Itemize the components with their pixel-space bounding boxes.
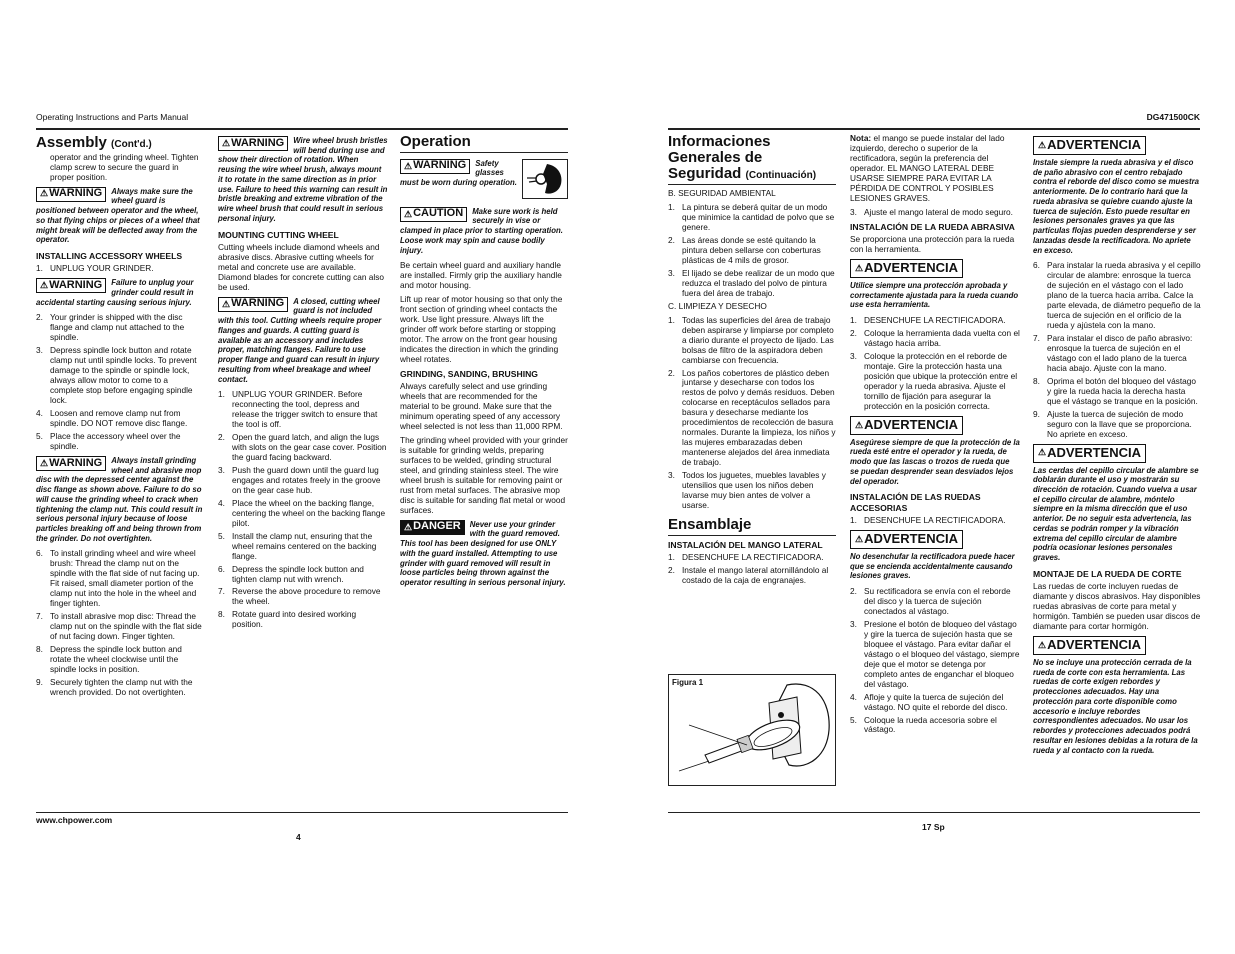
list-item: 6. To install grinding wheel and wire wheel brush: Thread the clamp nut on the spindle with the flat side of nut facing up. Fit raised, small diameter portion of the clamp nut into the hole in the wheel and finger tighten. bbox=[36, 548, 200, 609]
list-item: 2. Las áreas donde se esté quitando la pintura deben sellarse con coberturas plásticas de 4 mils de grosor. bbox=[668, 235, 821, 265]
warning-triangle-icon: ⚠ bbox=[855, 533, 864, 544]
caution-badge: ⚠ CAUTION bbox=[400, 207, 467, 222]
section-heading: MOUNTING CUTTING WHEEL bbox=[218, 229, 339, 240]
section-b-heading: B. SEGURIDAD AMBIENTAL bbox=[668, 188, 776, 199]
list-item: 7. Reverse the above procedure to remove the wheel. bbox=[218, 586, 381, 607]
right-footer-rule bbox=[668, 812, 1200, 813]
safety-title: Informaciones Generales de Seguridad (Continuación) bbox=[668, 134, 836, 185]
left-page bbox=[0, 0, 600, 954]
advertencia-box: ⚠ ADVERTENCIA Las cerdas del cepillo circular de alambre se doblarán durante el uso y mostrarán su dirección de rotación. Cuando vuelva a usar el cepillo circular de alambre, móntelo siempre en la misma dirección que el uso anterior. De no seguir esta advertencia, las cerdas se podrán romper y la vibración extrema del cepillo circular de alambre podría ocasionar lesiones personales graves. bbox=[1033, 444, 1199, 563]
advertencia-badge: ⚠ ADVERTENCIA bbox=[1033, 444, 1146, 463]
steps-list bbox=[36, 549, 204, 697]
list-item: 6. Depress the spindle lock button and tighten clamp nut with wrench. bbox=[218, 563, 364, 584]
list-item: 1. La pintura se deberá quitar de un modo que minimice la cantidad de polvo que se genere. bbox=[668, 202, 835, 233]
paragraph: The grinding wheel provided with your grinder is suitable for grinding welds, preparing surfaces to be welded, grinding structural steel, and grinding stainless steel. The wire wheel brush is suitable for removing paint or rust from metal surfaces. The abrasive mop disc is suitable for sanding flat metal or wood surfaces. bbox=[400, 435, 568, 515]
warning-triangle-icon: ⚠ bbox=[404, 521, 413, 532]
assembly-title: Assembly (Cont'd.) bbox=[36, 134, 152, 151]
list-item: 8. Rotate guard into desired working position. bbox=[218, 609, 357, 630]
right-col-2 bbox=[850, 134, 1020, 738]
paragraph: Se proporciona una protección para la rueda con la herramienta. bbox=[850, 233, 1015, 254]
warning-triangle-icon: ⚠ bbox=[1038, 447, 1047, 458]
list-item: 5. Install the clamp nut, ensuring that the wheel remains centered on the backing flange. bbox=[218, 530, 377, 561]
steps-list bbox=[668, 553, 836, 586]
list-item: 2. Los paños cobertores de plástico deben juntarse y desecharse con todos los restos de polvo y demás residuos. Deben colocarse en receptáculos sellados para basura y desecharse mediante los procedimientos de recolección de basura normales. Durante la limpieza, los niños y las mujeres embarazadas deben mantenerse alejados del área inmediata de trabajo. bbox=[668, 367, 836, 468]
left-col-3 bbox=[400, 134, 568, 594]
warning-triangle-icon: ⚠ bbox=[222, 298, 231, 309]
warning-triangle-icon: ⚠ bbox=[404, 208, 413, 219]
warning-badge: ⚠ WARNING bbox=[36, 456, 106, 471]
warning-triangle-icon: ⚠ bbox=[404, 160, 413, 171]
list-item: 2. Su rectificadora se envía con el reborde del disco y la tuerca de sujeción conectados al vástago. bbox=[850, 586, 1011, 616]
list-item: 4. Loosen and remove clamp nut from spindle. DO NOT remove disc flange. bbox=[36, 408, 188, 429]
left-header: Operating Instructions and Parts Manual bbox=[36, 112, 189, 122]
footer-url: www.chpower.com bbox=[36, 815, 113, 825]
list-item: 3. Todos los juguetes, muebles lavables y utensilios que usen los niños deben lavarse muy bien antes de volver a usarse. bbox=[668, 470, 826, 510]
list-item: 1. UNPLUG YOUR GRINDER. Before reconnecting the tool, depress and release the trigger switch to ensure that the tool is off. bbox=[218, 389, 378, 430]
list-item: 7. Para instalar el disco de paño abrasivo: enrosque la tuerca de sujeción en el vástago con el lado plano de la tuerca hacia abajo. Ajuste con la mano. bbox=[1033, 333, 1193, 373]
steps-list bbox=[218, 390, 388, 630]
list-item: 3. Presione el botón de bloqueo del vástago y gire la tuerca de sujeción hasta que se bloquee el vástago. Para evitar dañar el vástago o el bloqueo del vástago, siempre deje que el motor se detenga por completo antes de enganchar el bloqueo del vástago. bbox=[850, 618, 1020, 689]
steps-list bbox=[850, 208, 1020, 218]
list-item: 1. Todas las superficies del área de trabajo deben aspirarse y limpiarse por completo a diario durante el proyecto de lijado. Las bolsas de filtro de la aspiradora deben cambiarse con frecuencia. bbox=[668, 314, 834, 365]
warning-box: ⚠ WARNING Always make sure the wheel guard is positioned between operator and the wheel, so that flying chips or pieces of a wheel that might break will be deflected away from the operator. bbox=[36, 186, 200, 245]
right-page bbox=[635, 0, 1235, 954]
warning-triangle-icon: ⚠ bbox=[222, 137, 231, 148]
warning-box: ⚠ WARNING Wire wheel brush bristles will bend during use and show their direction of rotation. When reusing the wire wheel brush, always mount it to rotate in the same direction as in prior use. Failure to heed this warning can result in bristle breaking and extreme vibration of the wire wheel brush that could result in serious personal injury. bbox=[218, 136, 388, 223]
right-header: DG471500CK bbox=[1146, 112, 1200, 122]
list-item: 8. Depress the spindle lock button and rotate the wheel clockwise until the spindle locks in position. bbox=[36, 644, 182, 674]
advertencia-badge: ⚠ ADVERTENCIA bbox=[850, 416, 963, 435]
safety-glasses-block bbox=[400, 159, 568, 203]
list-item: 1. DESENCHUFE LA RECTIFICADORA. bbox=[850, 514, 1006, 525]
warning-triangle-icon: ⚠ bbox=[1038, 639, 1047, 650]
warning-badge: ⚠ WARNING bbox=[400, 159, 470, 174]
warning-triangle-icon: ⚠ bbox=[40, 188, 49, 199]
list-item: 2. Coloque la herramienta dada vuelta con el vástago hacia arriba. bbox=[850, 328, 1020, 348]
advertencia-box: ⚠ ADVERTENCIA Asegúrese siempre de que la protección de la rueda esté entre el operador y la rueda, de modo que las lascas o trozos de rueda que se puedan desprender sean desviados lejos del operador. bbox=[850, 417, 1020, 486]
advertencia-badge: ⚠ ADVERTENCIA bbox=[850, 259, 963, 278]
left-col-1 bbox=[36, 135, 204, 701]
warning-badge: ⚠ WARNING bbox=[218, 297, 288, 312]
paragraph: Be certain wheel guard and auxiliary handle are installed. Firmly grip the auxiliary handle and motor housing. bbox=[400, 260, 562, 291]
danger-box: ⚠ DANGER Never use your grinder with the guard removed. This tool has been designed for use ONLY with the guard installed. Attempting to use grinder with guard removed will result in loose particles being thrown against the operator resulting in serious personal injury. bbox=[400, 519, 566, 588]
section-heading: MONTAJE DE LA RUEDA DE CORTE bbox=[1033, 568, 1182, 579]
list-item: 1. UNPLUG YOUR GRINDER. bbox=[36, 263, 154, 274]
list-item: 2. Instale el mango lateral atornillándolo al costado de la caja de engranajes. bbox=[668, 564, 829, 585]
section-heading: INSTALLING ACCESSORY WHEELS bbox=[36, 251, 183, 262]
steps-list bbox=[850, 516, 1020, 526]
warning-box: ⚠ WARNING A closed, cutting wheel guard is not included with this tool. Cutting wheels require proper flanges and guards. A cutting guard is available as an accessory and includes proper, matching flanges. Failure to use proper flange and guard can result in injury resulting from wheel breakage and wheel contact. bbox=[218, 296, 382, 384]
note-paragraph: Nota: el mango se puede instalar del lado izquierdo, derecho o superior de la rectificadora, según la preferencia del operador. EL MANGO LATERAL DEBE USARSE SIEMPRE PARA EVITAR LA PÉRDIDA DE CONTROL Y POSIBLES LESIONES GRAVES. bbox=[850, 133, 1005, 203]
ensamblaje-title: Ensamblaje bbox=[668, 517, 836, 536]
list-item: 3. Depress spindle lock button and rotate clamp nut until spindle locks. To prevent damage to the spindle or spindle lock, always allow motor to come to a complete stop before engaging spindle lock. bbox=[36, 345, 197, 406]
section-heading: INSTALACIÓN DEL MANGO LATERAL bbox=[668, 539, 823, 550]
list-item: 3. El lijado se debe realizar de un modo que reduzca el traslado del polvo de pintura fuera del área de trabajo. bbox=[668, 267, 835, 298]
list-item: 9. Ajuste la tuerca de sujeción de modo seguro con la llave que se proporciona. No apriete en exceso. bbox=[1033, 408, 1192, 439]
paragraph: Cutting wheels include diamond wheels and abrasive discs. Abrasive cutting wheels for metal and concrete use are available. Diamond blades for concrete cutting can also be used. bbox=[218, 241, 385, 292]
warning-box: ⚠ WARNING Always install grinding wheel and abrasive mop disc with the depressed center against the disc flange as shown above. Failure to do so will cause the grinding wheel to crack when tightening the clamp nut. This could result in serious personal injury because of loose particles breaking off and being thrown from the grinder. Do not overtighten. bbox=[36, 455, 203, 543]
page-number: 4 bbox=[296, 832, 301, 842]
steps-list bbox=[1033, 261, 1201, 439]
list-item: 3. Ajuste el mango lateral de modo seguro. bbox=[850, 206, 1013, 217]
list-item: 4. Afloje y quite la tuerca de sujeción del vástago. NO quite el reborde del disco. bbox=[850, 691, 1008, 712]
warning-badge: ⚠ WARNING bbox=[218, 136, 288, 151]
paragraph: Las ruedas de corte incluyen ruedas de diamante y discos abrasivos. Hay disponibles ruedas abrasivas de corte para metal y hormigón. También se pueden usar discos de diamante para cortar hormigón. bbox=[1033, 581, 1201, 632]
list-item: 6. Para instalar la rueda abrasiva y el cepillo circular de alambre: enrosque la tuerca de sujeción en el vástago con el lado plano de la tuerca hacia arriba. Calce la parte elevada, de diámetro pequeño de la tuerca de sujeción en el orificio de la rueda y ajústela con la mano. bbox=[1033, 260, 1201, 331]
right-header-rule bbox=[668, 128, 1200, 130]
list-item: 5. Place the accessory wheel over the spindle. bbox=[36, 430, 181, 451]
warning-triangle-icon: ⚠ bbox=[40, 457, 49, 468]
list-item: 9. Securely tighten the clamp nut with the wrench provided. Do not overtighten. bbox=[36, 676, 193, 697]
advertencia-badge: ⚠ ADVERTENCIA bbox=[1033, 636, 1146, 655]
list-item: 5. Coloque la rueda accesoria sobre el vástago. bbox=[850, 714, 997, 735]
list-item: 8. Oprima el botón del bloqueo del vástago y gire la rueda hacia la derecha hasta que el vástago se tranque en la posición. bbox=[1033, 375, 1198, 406]
right-col-1 bbox=[668, 134, 836, 589]
list-item: 1. DESENCHUFE LA RECTIFICADORA. bbox=[668, 551, 824, 562]
warning-triangle-icon: ⚠ bbox=[1038, 139, 1047, 150]
list-item: 4. Place the wheel on the backing flange, centering the wheel on the backing flange pilot. bbox=[218, 497, 386, 528]
assembly-intro: operator and the grinding wheel. Tighten clamp screw to secure the guard in proper position. bbox=[50, 151, 199, 182]
figure-1 bbox=[668, 674, 836, 786]
list-item: 3. Push the guard down until the guard lug engages and rotates freely in the groove on the gear case hub. bbox=[218, 464, 381, 495]
warning-triangle-icon: ⚠ bbox=[40, 280, 49, 291]
warning-badge: ⚠ WARNING bbox=[36, 278, 106, 293]
left-footer-rule bbox=[36, 812, 568, 813]
operation-title: Operation bbox=[400, 134, 568, 153]
list-item: 2. Open the guard latch, and align the lugs with slots on the gear case cover. Position the guard facing backward. bbox=[218, 432, 387, 463]
warning-badge: ⚠ WARNING bbox=[36, 187, 106, 202]
steps-list bbox=[668, 316, 836, 511]
right-col-3 bbox=[1033, 136, 1201, 761]
steps-list bbox=[850, 316, 1020, 412]
caution-box: ⚠ CAUTION Make sure work is held securely in vise or clamped in place prior to starting operation. Loose work may spin and cause bodily injury. bbox=[400, 206, 563, 255]
steps-list bbox=[36, 313, 204, 451]
list-item: 2. Your grinder is shipped with the disc flange and clamp nut attached to the spindle. bbox=[36, 312, 185, 343]
advertencia-box: ⚠ ADVERTENCIA No desenchufar la rectificadora puede hacer que se encienda accidentalmente causando lesiones graves. bbox=[850, 531, 1015, 581]
list-item: 1. DESENCHUFE LA RECTIFICADORA. bbox=[850, 315, 1006, 326]
section-heading: INSTALACIÓN DE LAS RUEDAS ACCESORIAS bbox=[850, 492, 981, 513]
danger-badge: ⚠ DANGER bbox=[400, 520, 465, 535]
steps-list bbox=[668, 203, 836, 299]
advertencia-box: ⚠ ADVERTENCIA Instale siempre la rueda abrasiva y el disco de paño abrasivo con el centro rebajado contra el reborde del disco como se muestra anteriormente. De lo contrario hará que la rueda abrasiva se quiebre cuando ajuste la tuerca de sujeción. Esto puede resultar en lesiones personales graves ya que las partículas flojas pueden desprenderse y ser lanzadas desde la rectificadora. No apriete en exceso. bbox=[1033, 137, 1199, 255]
list-item: 3. Coloque la protección en el reborde de montaje. Gire la protección hasta una posición que ubique la protección entre el operador y la rueda abrasiva. Ajuste el tornillo de fijación para asegurar la protección en la posición correcta. bbox=[850, 350, 1018, 411]
grinder-illustration bbox=[669, 675, 835, 785]
left-header-rule bbox=[36, 128, 568, 130]
section-heading: INSTALACIÓN DE LA RUEDA ABRASIVA bbox=[850, 221, 1015, 232]
warning-triangle-icon: ⚠ bbox=[855, 262, 864, 273]
advertencia-badge: ⚠ ADVERTENCIA bbox=[1033, 136, 1146, 155]
section-heading: GRINDING, SANDING, BRUSHING bbox=[400, 368, 538, 379]
page-number: 17 Sp bbox=[922, 822, 945, 832]
warning-box: ⚠ WARNING Failure to unplug your grinder could result in accidental starting causing serious injury. bbox=[36, 278, 194, 307]
steps-list bbox=[36, 264, 204, 274]
figure-label: Figura 1 bbox=[672, 678, 704, 687]
list-item: 7. To install abrasive mop disc: Thread the clamp nut on the spindle with the flat side of nut facing down. Finger tighten. bbox=[36, 611, 202, 642]
paragraph: Always carefully select and use grinding wheels that are recommended for the material to be ground. Make sure that the minimum operating speed of any accessory wheel selected is not less than 11,000 RPM. bbox=[400, 381, 563, 432]
advertencia-badge: ⚠ ADVERTENCIA bbox=[850, 530, 963, 549]
warning-box: ⚠ WARNING Safety glasses must be worn during operation. bbox=[400, 158, 517, 188]
advertencia-box: ⚠ ADVERTENCIA Utilice siempre una protección aprobada y correctamente ajustada para la rueda cuando use esta herramienta. bbox=[850, 260, 1019, 310]
paragraph: Lift up rear of motor housing so that only the front section of grinding wheel contacts the work. Use light pressure. Always lift the grinder off work before starting or stopping motor. The arrow on the front gear housing indicates the direction in which the grinding wheel rotates. bbox=[400, 294, 563, 364]
section-c-heading: C. LIMPIEZA Y DESECHO bbox=[668, 300, 767, 311]
steps-list bbox=[850, 587, 1020, 735]
left-col-2 bbox=[218, 136, 388, 633]
safety-glasses-icon bbox=[522, 159, 568, 199]
warning-triangle-icon: ⚠ bbox=[855, 419, 864, 430]
advertencia-box: ⚠ ADVERTENCIA No se incluye una protección cerrada de la rueda de corte con esta herramienta. Las ruedas de corte exigen rebordes y protecciones adecuados. Hay una protección para corte disponible como accesorio e incluye rebordes correspondientes adecuados. No usar los rebordes y protecciones adecuados podrá resultar en lesiones debidas a la rotura de la rueda y al contacto con la rueda. bbox=[1033, 637, 1198, 755]
